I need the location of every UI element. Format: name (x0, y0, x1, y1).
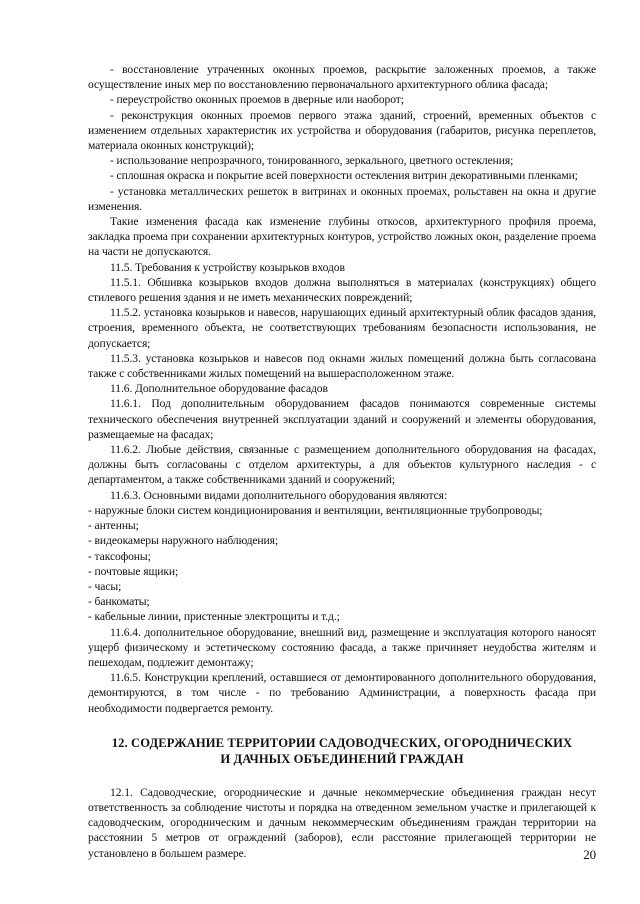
section-heading-line-2: И ДАЧНЫХ ОБЪЕДИНЕНИЙ ГРАЖДАН (220, 751, 464, 766)
paragraph-restore-windows: - восстановление утраченных оконных проемов, раскрытие заложенных проемов, а также осуществление иных мер по восстановлению первоначального архитектурного облика фасада; (88, 63, 596, 92)
paragraph-11-6-2: 11.6.2. Любые действия, связанные с размещением дополнительного оборудования на фасадах, должны быть согласованы с отделом архитектуры, а для объектов культурного наследия - с департаментом, а также собственниками зданий и сооружений; (88, 443, 596, 487)
list-item-payphones: - таксофоны; (88, 549, 151, 563)
list-item-atms: - банкоматы; (88, 595, 150, 609)
paragraph-11-5: 11.5. Требования к устройству козырьков входов (110, 260, 345, 274)
paragraph-rebuild-to-doors: - переустройство оконных проемов в дверные или наоборот; (110, 93, 404, 107)
paragraph-opaque-glazing: - использование непрозрачного, тонированного, зеркального, цветного остекления; (110, 154, 514, 168)
paragraph-11-6-5: 11.6.5. Конструкции креплений, оставшиеся от демонтированного дополнительного оборудования, демонтируются, в том числе - по требованию Администрации, а поверхность фасада при необходимости подвергается ремонту. (88, 671, 596, 715)
paragraph-facade-changes: Такие изменения фасада как изменение глубины откосов, архитектурного профиля проема, закладка проема при сохранении архитектурных контуров, устройство ложных окон, разделение проема на части не допускаются. (88, 215, 596, 259)
section-heading-line-1: 12. СОДЕРЖАНИЕ ТЕРРИТОРИИ САДОВОДЧЕСКИХ, ОГОРОДНИЧЕСКИХ (111, 735, 573, 750)
body-text (88, 62, 596, 716)
list-item-antennas: - антенны; (88, 519, 139, 533)
paragraph-12-1: 12.1. Садоводческие, огороднические и дачные некоммерческие объединения граждан несут ответственность за соблюдение чистоты и порядка на отведенном земельном участке и прилегающей к садоводческим, огородническим и дачным некоммерческим объединениям граждан территории на расстоянии 5 метров от ограждений (заборов), если расстояние прилегающей территории не установлено в большем размере. (88, 785, 596, 860)
section-heading (88, 735, 596, 767)
list-item-ventilation: - наружные блоки систем кондиционирования и вентиляции, вентиляционные трубопроводы; (88, 503, 543, 517)
paragraph-reconstruct-ground-floor: - реконструкция оконных проемов первого этажа зданий, строений, временных объектов с изменением отдельных характеристик их устройства и оборудования (габаритов, рисунка переплетов, материала оконных конструкций); (88, 108, 596, 153)
paragraph-11-5-3: 11.5.3. установка козырьков и навесов под окнами жилых помещений должна быть согласована также с собственниками жилых помещений на вышерасположенном этаже. (88, 351, 596, 381)
paragraph-11-5-2: 11.5.2. установка козырьков и навесов, нарушающих единый архитектурный облик фасадов здания, строения, временного объекта, не соответствующих требованиям безопасности использования, не допускается; (88, 306, 596, 350)
paragraph-film-coating: - сплошная окраска и покрытие всей поверхности остекления витрин декоративными пленками; (110, 169, 578, 183)
paragraph-11-6-1: 11.6.1. Под дополнительным оборудованием фасадов понимаются современные системы технического обеспечения внутренней эксплуатации зданий и сооружений и элементы оборудования, размещаемые на фасадах; (88, 397, 596, 441)
paragraph-11-5-1: 11.5.1. Обшивка козырьков входов должна выполняться в материалах (конструкциях) общего стилевого решения здания и не иметь механических повреждений; (88, 275, 596, 305)
list-item-cameras: - видеокамеры наружного наблюдения; (88, 534, 278, 548)
list-item-clocks: - часы; (88, 579, 122, 593)
paragraph-11-6: 11.6. Дополнительное оборудование фасадов (110, 382, 328, 396)
list-item-mailboxes: - почтовые ящики; (88, 564, 179, 578)
page-number: 20 (583, 847, 596, 862)
paragraph-metal-grilles: - установка металлических решеток в витринах и оконных проемах, рольставен на окна и другие изменения. (88, 184, 596, 213)
list-item-cables: - кабельные линии, пристенные электрощиты и т.д.; (88, 610, 340, 624)
paragraph-11-6-3: 11.6.3. Основными видами дополнительного оборудования являются: (110, 488, 448, 502)
paragraph-11-6-4: 11.6.4. дополнительное оборудование, внешний вид, размещение и эксплуатация которого наносят ущерб физическому и эстетическому состоянию фасада, а также причиняет неудобства жителям и пешеходам, подлежит демонтажу; (88, 625, 596, 669)
